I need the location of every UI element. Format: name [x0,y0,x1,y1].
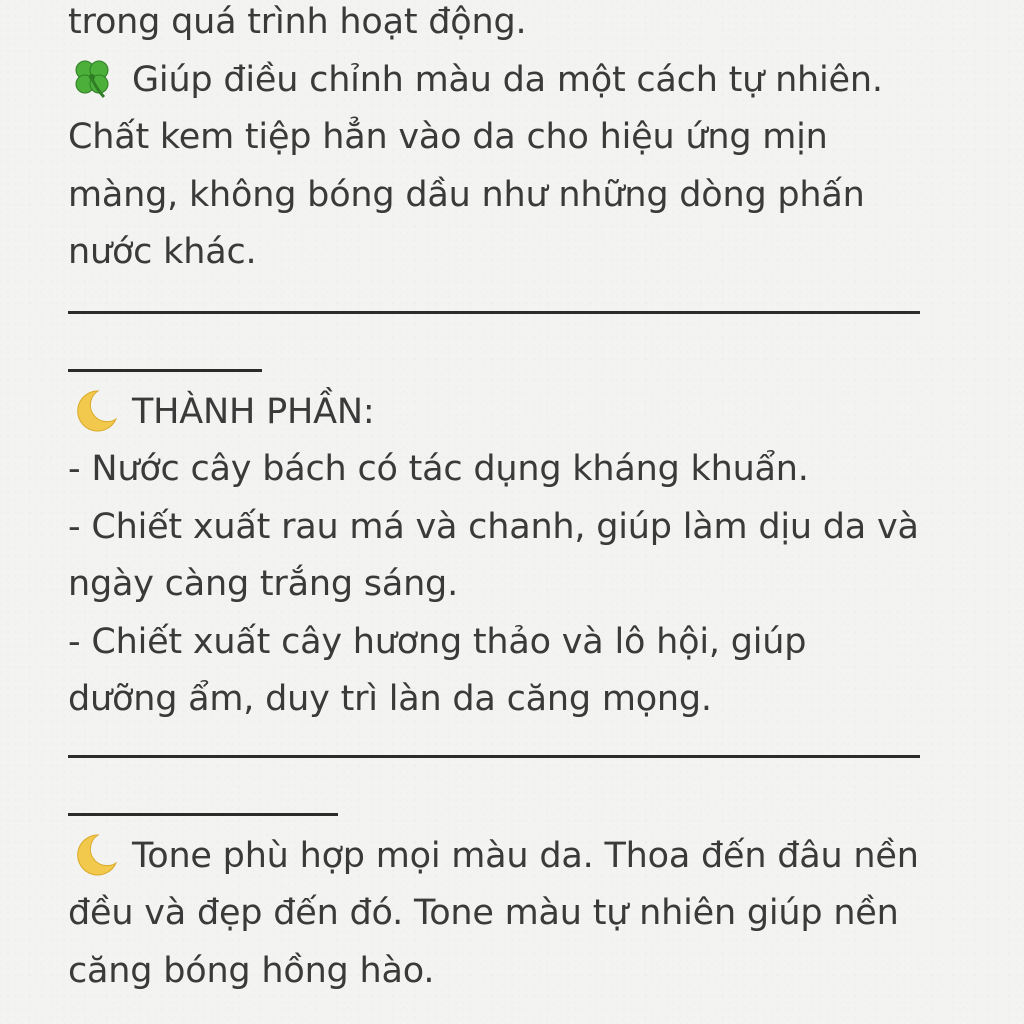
text-line: đều và đẹp đến đó. Tone màu tự nhiên giúp nền [68,893,899,933]
text-line-content: Tone phù hợp mọi màu da. Thoa đến đâu nền [132,835,919,876]
list-item: - Chiết xuất cây hương thảo và lô hội, giúp [68,621,807,662]
section-heading [68,384,968,442]
four-leaf-clover-icon [68,57,118,97]
note-content [68,0,968,1000]
ingredients-heading: THÀNH PHẦN: [132,391,375,432]
crescent-moon-icon [68,389,118,429]
text-line-content: Giúp điều chỉnh màu da một cách tự nhiên. [132,59,883,100]
text-line: trong quá trình hoạt động. [68,2,527,42]
text-line [68,52,968,110]
text-line: Chất kem tiệp hẳn vào da cho hiệu ứng mịn [68,117,828,157]
crescent-moon-icon [68,833,118,873]
list-item-continued: ngày càng trắng sáng. [68,564,458,604]
list-item: - Chiết xuất rau má và chanh, giúp làm dịu da và [68,506,919,547]
text-line: căng bóng hồng hào. [68,950,435,991]
text-line: màng, không bóng dầu như những dòng phấn [68,174,865,215]
text-line [68,828,968,886]
list-item-continued: dưỡng ẩm, duy trì làn da căng mọng. [68,679,712,719]
list-item: - Nước cây bách có tác dụng kháng khuẩn. [68,449,809,489]
text-line: nước khác. [68,232,257,272]
